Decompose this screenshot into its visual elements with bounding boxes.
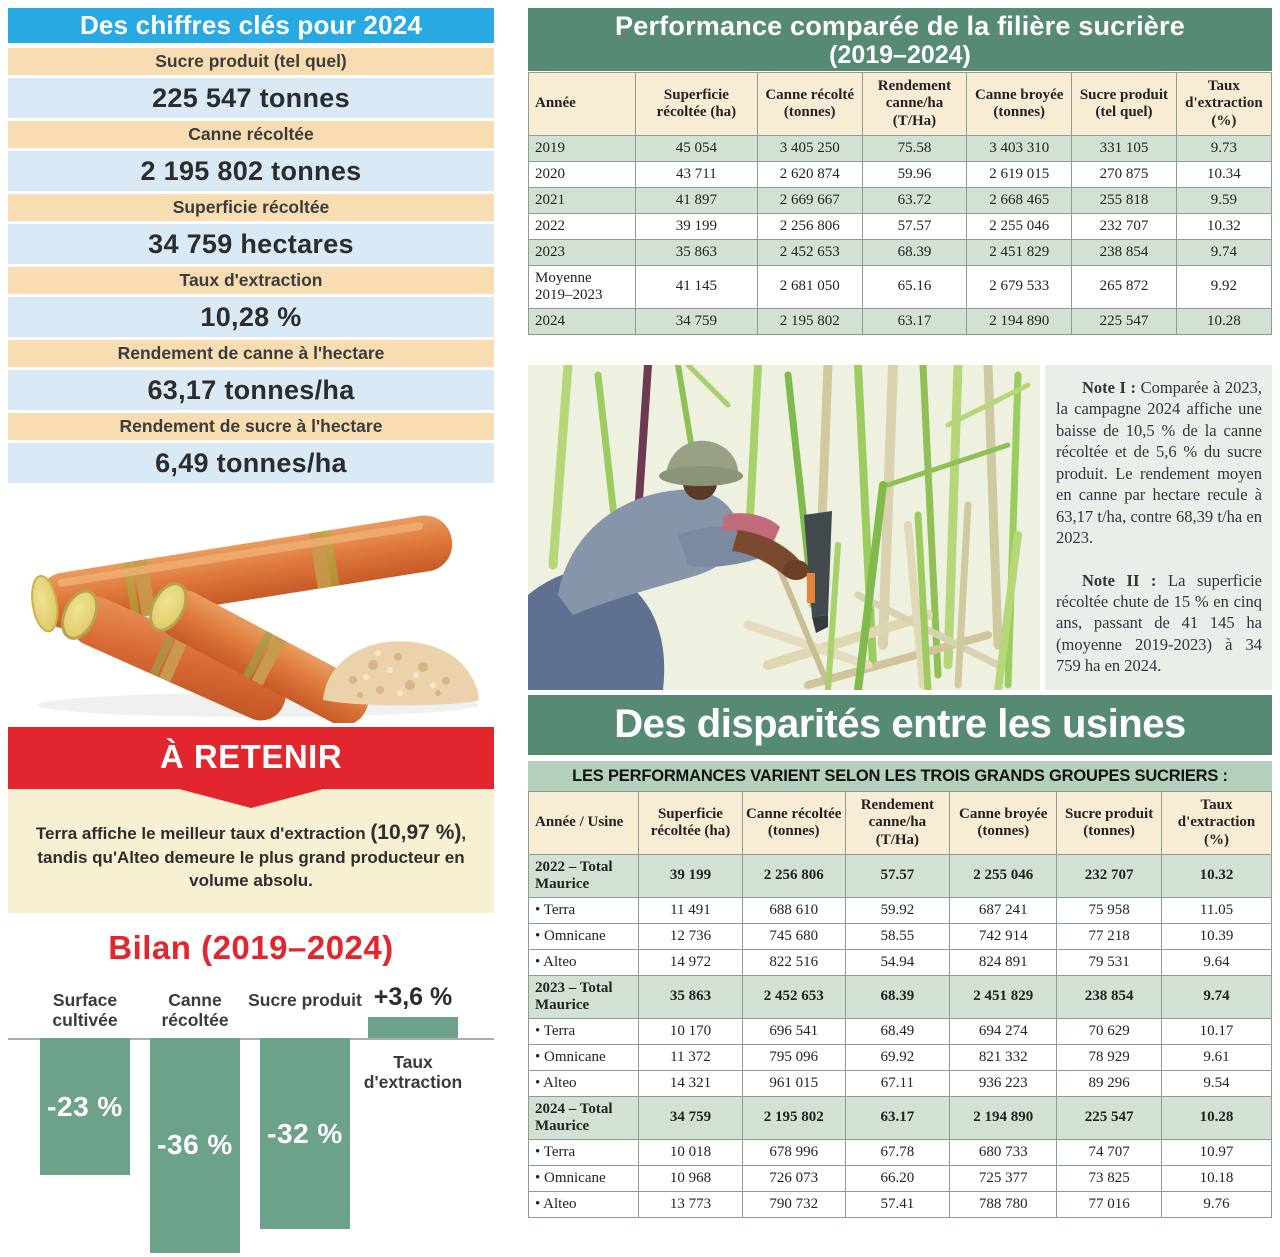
table-row (529, 161, 1272, 187)
table-cell: 2 255 046 (967, 213, 1072, 239)
column-header: Rendement canne/ha (T/Ha) (862, 73, 967, 136)
table-cell: 2 669 667 (757, 187, 862, 213)
table-cell: 63.72 (862, 187, 967, 213)
table-cell: 79 531 (1057, 949, 1162, 975)
table-cell: 2 194 890 (967, 308, 1072, 334)
table-cell: 225 547 (1057, 1096, 1162, 1139)
table-cell: 2022 – Total Maurice (529, 854, 639, 897)
table-cell: 63.17 (862, 308, 967, 334)
table-cell: 255 818 (1072, 187, 1177, 213)
table-cell: 2019 (529, 135, 636, 161)
table-cell: 10.32 (1161, 854, 1271, 897)
table-row (529, 1139, 1272, 1165)
table-row (529, 135, 1272, 161)
table-cell: 12 736 (638, 923, 742, 949)
table-cell: 41 897 (635, 187, 757, 213)
table-cell: 2024 (529, 308, 636, 334)
table-cell: 2 451 829 (950, 975, 1057, 1018)
stat-label: Taux d'extraction (8, 267, 494, 294)
performance-table-title (528, 8, 1272, 71)
performance-table (528, 72, 1272, 335)
performance-title-line2: (2019–2024) (829, 41, 971, 70)
table-cell: 824 891 (950, 949, 1057, 975)
column-header: Rendement canne/ha (T/Ha) (845, 792, 950, 855)
table-header-row (529, 792, 1272, 855)
table-cell: 70 629 (1057, 1018, 1162, 1044)
table-cell: 43 711 (635, 161, 757, 187)
table-cell: • Omnicane (529, 1165, 639, 1191)
media-row (528, 365, 1272, 690)
column-header: Superficie récoltée (ha) (638, 792, 742, 855)
retenir-text-before: Terra affiche le meilleur taux d'extraction (35, 824, 371, 843)
stat-label: Superficie récoltée (8, 194, 494, 221)
table-cell: 10.28 (1161, 1096, 1271, 1139)
table-cell: 10 170 (638, 1018, 742, 1044)
table-cell: 238 854 (1072, 239, 1177, 265)
table-cell: 694 274 (950, 1018, 1057, 1044)
table-cell: 59.96 (862, 161, 967, 187)
table-cell: 10.34 (1176, 161, 1271, 187)
table-row (529, 308, 1272, 334)
table-row (529, 975, 1272, 1018)
table-cell: 11 372 (638, 1044, 742, 1070)
table-cell: 10.97 (1161, 1139, 1271, 1165)
table-cell: 2023 – Total Maurice (529, 975, 639, 1018)
table-cell: 9.59 (1176, 187, 1271, 213)
table-cell: 39 199 (635, 213, 757, 239)
chart-category-label: Surface cultivée (52, 990, 118, 1031)
performance-title-line1: Performance comparée de la filière sucrière (615, 11, 1185, 41)
chart-value-label: -32 % (267, 1117, 343, 1149)
note-1-text: Comparée à 2023, la campagne 2024 affiche une baisse de 10,5 % de la canne récoltée et de 5,6 % du sucre produit. Le rendement moyen en canne par hectare recule à 63,17 t/ha, contre 68,39 t/ha en 2023. (1056, 378, 1262, 548)
column-header: Canne récoltée (tonnes) (742, 792, 845, 855)
table-cell: 11.05 (1161, 897, 1271, 923)
table-cell: 331 105 (1072, 135, 1177, 161)
table-row (529, 1191, 1272, 1217)
stat-value: 10,28 % (8, 297, 494, 337)
column-header: Taux d'extraction (%) (1176, 73, 1271, 136)
table-cell: 65.16 (862, 265, 967, 308)
table-cell: 9.74 (1176, 239, 1271, 265)
table-cell: 232 707 (1072, 213, 1177, 239)
table-cell: 936 223 (950, 1070, 1057, 1096)
table-cell: 35 863 (638, 975, 742, 1018)
table-cell: • Terra (529, 1139, 639, 1165)
table-cell: 14 321 (638, 1070, 742, 1096)
table-cell: 2 619 015 (967, 161, 1072, 187)
table-cell: 790 732 (742, 1191, 845, 1217)
table-cell: 68.49 (845, 1018, 950, 1044)
table-row (529, 949, 1272, 975)
table-row (529, 1018, 1272, 1044)
table-cell: 67.11 (845, 1070, 950, 1096)
table-cell: 2 668 465 (967, 187, 1072, 213)
table-cell: 13 773 (638, 1191, 742, 1217)
stat-value: 63,17 tonnes/ha (8, 370, 494, 410)
table-cell: 57.57 (862, 213, 967, 239)
stat-label: Sucre produit (tel quel) (8, 48, 494, 75)
sugar-cane-illustration (8, 485, 494, 723)
table-cell: 2023 (529, 239, 636, 265)
table-row (529, 854, 1272, 897)
table-cell: 10.28 (1176, 308, 1271, 334)
table-cell: 726 073 (742, 1165, 845, 1191)
table-cell: 57.57 (845, 854, 950, 897)
right-column (528, 8, 1272, 1257)
table-cell: • Terra (529, 1018, 639, 1044)
table-cell: 9.64 (1161, 949, 1271, 975)
table-cell: 2 256 806 (757, 213, 862, 239)
table-cell: 9.76 (1161, 1191, 1271, 1217)
table-cell: 2021 (529, 187, 636, 213)
table-cell: 34 759 (635, 308, 757, 334)
cane-cutting-photo (528, 365, 1040, 690)
table-cell: 63.17 (845, 1096, 950, 1139)
table-cell: 67.78 (845, 1139, 950, 1165)
stat-value: 6,49 tonnes/ha (8, 443, 494, 483)
column-header: Canne broyée (tonnes) (950, 792, 1057, 855)
table-cell: 822 516 (742, 949, 845, 975)
table-cell: 74 707 (1057, 1139, 1162, 1165)
table-cell: 10.17 (1161, 1018, 1271, 1044)
table-cell: 821 332 (950, 1044, 1057, 1070)
table-cell: 2 679 533 (967, 265, 1072, 308)
table-cell: 2 681 050 (757, 265, 862, 308)
table-row (529, 897, 1272, 923)
table-cell: 2 195 802 (742, 1096, 845, 1139)
table-cell: 225 547 (1072, 308, 1177, 334)
table-cell: 68.39 (845, 975, 950, 1018)
key-figures-header: Des chiffres clés pour 2024 (8, 8, 494, 43)
table-cell: 34 759 (638, 1096, 742, 1139)
table-cell: 9.92 (1176, 265, 1271, 308)
table-row (529, 213, 1272, 239)
table-cell: 678 996 (742, 1139, 845, 1165)
column-header: Canne broyée (tonnes) (967, 73, 1072, 136)
column-header: Sucre produit (tel quel) (1072, 73, 1177, 136)
note-2-label: Note II : (1082, 570, 1157, 590)
chart-value-label: -36 % (157, 1129, 233, 1161)
table-cell: • Terra (529, 897, 639, 923)
table-cell: Moyenne 2019–2023 (529, 265, 636, 308)
table-cell: 3 405 250 (757, 135, 862, 161)
table-row (529, 923, 1272, 949)
table-cell: 75.58 (862, 135, 967, 161)
table-cell: 39 199 (638, 854, 742, 897)
table-cell: 2 195 802 (757, 308, 862, 334)
table-cell: 2022 (529, 213, 636, 239)
table-cell: 2 451 829 (967, 239, 1072, 265)
chart-bar (260, 1038, 350, 1229)
column-header: Superficie récoltée (ha) (635, 73, 757, 136)
table-row (529, 1096, 1272, 1139)
table-cell: 238 854 (1057, 975, 1162, 1018)
table-cell: 265 872 (1072, 265, 1177, 308)
usines-table-container (528, 791, 1272, 1218)
a-retenir-banner: À RETENIR (8, 727, 494, 789)
disparites-banner: Des disparités entre les usines (528, 695, 1272, 755)
table-cell: 2 452 653 (742, 975, 845, 1018)
table-row (529, 1044, 1272, 1070)
table-cell: 961 015 (742, 1070, 845, 1096)
table-row (529, 1070, 1272, 1096)
table-cell: 3 403 310 (967, 135, 1072, 161)
table-cell: 795 096 (742, 1044, 845, 1070)
chart-bar (150, 1038, 240, 1253)
table-cell: 10.32 (1176, 213, 1271, 239)
table-cell: 2024 – Total Maurice (529, 1096, 639, 1139)
chart-category-label: Sucre produit (248, 990, 362, 1010)
table-cell: 75 958 (1057, 897, 1162, 923)
table-cell: 77 016 (1057, 1191, 1162, 1217)
table-cell: 11 491 (638, 897, 742, 923)
bilan-chart-title: Bilan (2019–2024) (108, 929, 394, 966)
table-row (529, 187, 1272, 213)
table-cell: 9.73 (1176, 135, 1271, 161)
column-header: Sucre produit (tonnes) (1057, 792, 1162, 855)
chart-bar (40, 1038, 130, 1175)
table-cell: 54.94 (845, 949, 950, 975)
table-cell: 10 968 (638, 1165, 742, 1191)
table-cell: 78 929 (1057, 1044, 1162, 1070)
table-cell: 232 707 (1057, 854, 1162, 897)
column-header: Canne récolté (tonnes) (757, 73, 862, 136)
table-cell: 45 054 (635, 135, 757, 161)
table-header-row (529, 73, 1272, 136)
table-row (529, 1165, 1272, 1191)
stat-label: Rendement de canne à l'hectare (8, 340, 494, 367)
chart-bar (368, 1017, 458, 1038)
table-cell: 2 620 874 (757, 161, 862, 187)
table-cell: 2 452 653 (757, 239, 862, 265)
retenir-text-after: , tandis qu'Alteo demeure le plus grand producteur en volume absolu. (37, 824, 467, 891)
column-header: Année / Usine (529, 792, 639, 855)
left-column (8, 8, 494, 1257)
table-cell: 58.55 (845, 923, 950, 949)
table-cell: 687 241 (950, 897, 1057, 923)
table-cell: 270 875 (1072, 161, 1177, 187)
note-1-label: Note I : (1082, 378, 1137, 397)
table-cell: 73 825 (1057, 1165, 1162, 1191)
note-1 (1056, 377, 1262, 549)
table-cell: 688 610 (742, 897, 845, 923)
table-row (529, 239, 1272, 265)
table-cell: 41 145 (635, 265, 757, 308)
table-cell: 696 541 (742, 1018, 845, 1044)
column-header: Taux d'extraction (%) (1161, 792, 1271, 855)
table-cell: 2 194 890 (950, 1096, 1057, 1139)
table-cell: 680 733 (950, 1139, 1057, 1165)
groups-subtitle: LES PERFORMANCES VARIENT SELON LES TROIS GRANDS GROUPES SUCRIERS : (528, 761, 1272, 791)
note-2 (1056, 570, 1262, 677)
chart-value-label: -23 % (47, 1090, 123, 1122)
table-cell: 2 256 806 (742, 854, 845, 897)
note-2-text: La superficie récoltée chute de 15 % en cinq ans, passant de 41 145 ha (moyenne 2019-2023) à 34 759 ha en 2024. (1056, 570, 1262, 676)
table-cell: 35 863 (635, 239, 757, 265)
table-cell: • Alteo (529, 949, 639, 975)
table-cell: 57.41 (845, 1191, 950, 1217)
table-cell: 10.18 (1161, 1165, 1271, 1191)
table-cell: 9.74 (1161, 975, 1271, 1018)
table-cell: 10 018 (638, 1139, 742, 1165)
table-cell: 742 914 (950, 923, 1057, 949)
table-cell: 788 780 (950, 1191, 1057, 1217)
table-cell: 725 377 (950, 1165, 1057, 1191)
retenir-highlight: (10,97 %) (370, 821, 462, 844)
table-cell: 14 972 (638, 949, 742, 975)
table-cell: • Omnicane (529, 923, 639, 949)
table-cell: 89 296 (1057, 1070, 1162, 1096)
bilan-bar-chart (8, 964, 494, 1257)
table-cell: 745 680 (742, 923, 845, 949)
table-cell: • Alteo (529, 1070, 639, 1096)
table-cell: 2 255 046 (950, 854, 1057, 897)
table-cell: 9.61 (1161, 1044, 1271, 1070)
stat-value: 34 759 hectares (8, 224, 494, 264)
chart-category-label: Taux d'extraction (363, 1052, 463, 1093)
chart-category-label: Canne récoltée (161, 990, 229, 1031)
chart-value-label: +3,6 % (373, 982, 453, 1011)
table-cell: 77 218 (1057, 923, 1162, 949)
table-cell: 59.92 (845, 897, 950, 923)
notes-panel (1045, 365, 1272, 690)
table-cell: • Omnicane (529, 1044, 639, 1070)
stat-label: Canne récoltée (8, 121, 494, 148)
performance-table-container (528, 72, 1272, 335)
column-header: Année (529, 73, 636, 136)
table-row (529, 265, 1272, 308)
table-cell: 10.39 (1161, 923, 1271, 949)
table-cell: 66.20 (845, 1165, 950, 1191)
table-cell: 9.54 (1161, 1070, 1271, 1096)
table-cell: 2020 (529, 161, 636, 187)
stat-value: 225 547 tonnes (8, 78, 494, 118)
table-cell: 68.39 (862, 239, 967, 265)
table-cell: 69.92 (845, 1044, 950, 1070)
table-cell: • Alteo (529, 1191, 639, 1217)
stat-value: 2 195 802 tonnes (8, 151, 494, 191)
usines-table (528, 791, 1272, 1218)
stat-label: Rendement de sucre à l'hectare (8, 413, 494, 440)
